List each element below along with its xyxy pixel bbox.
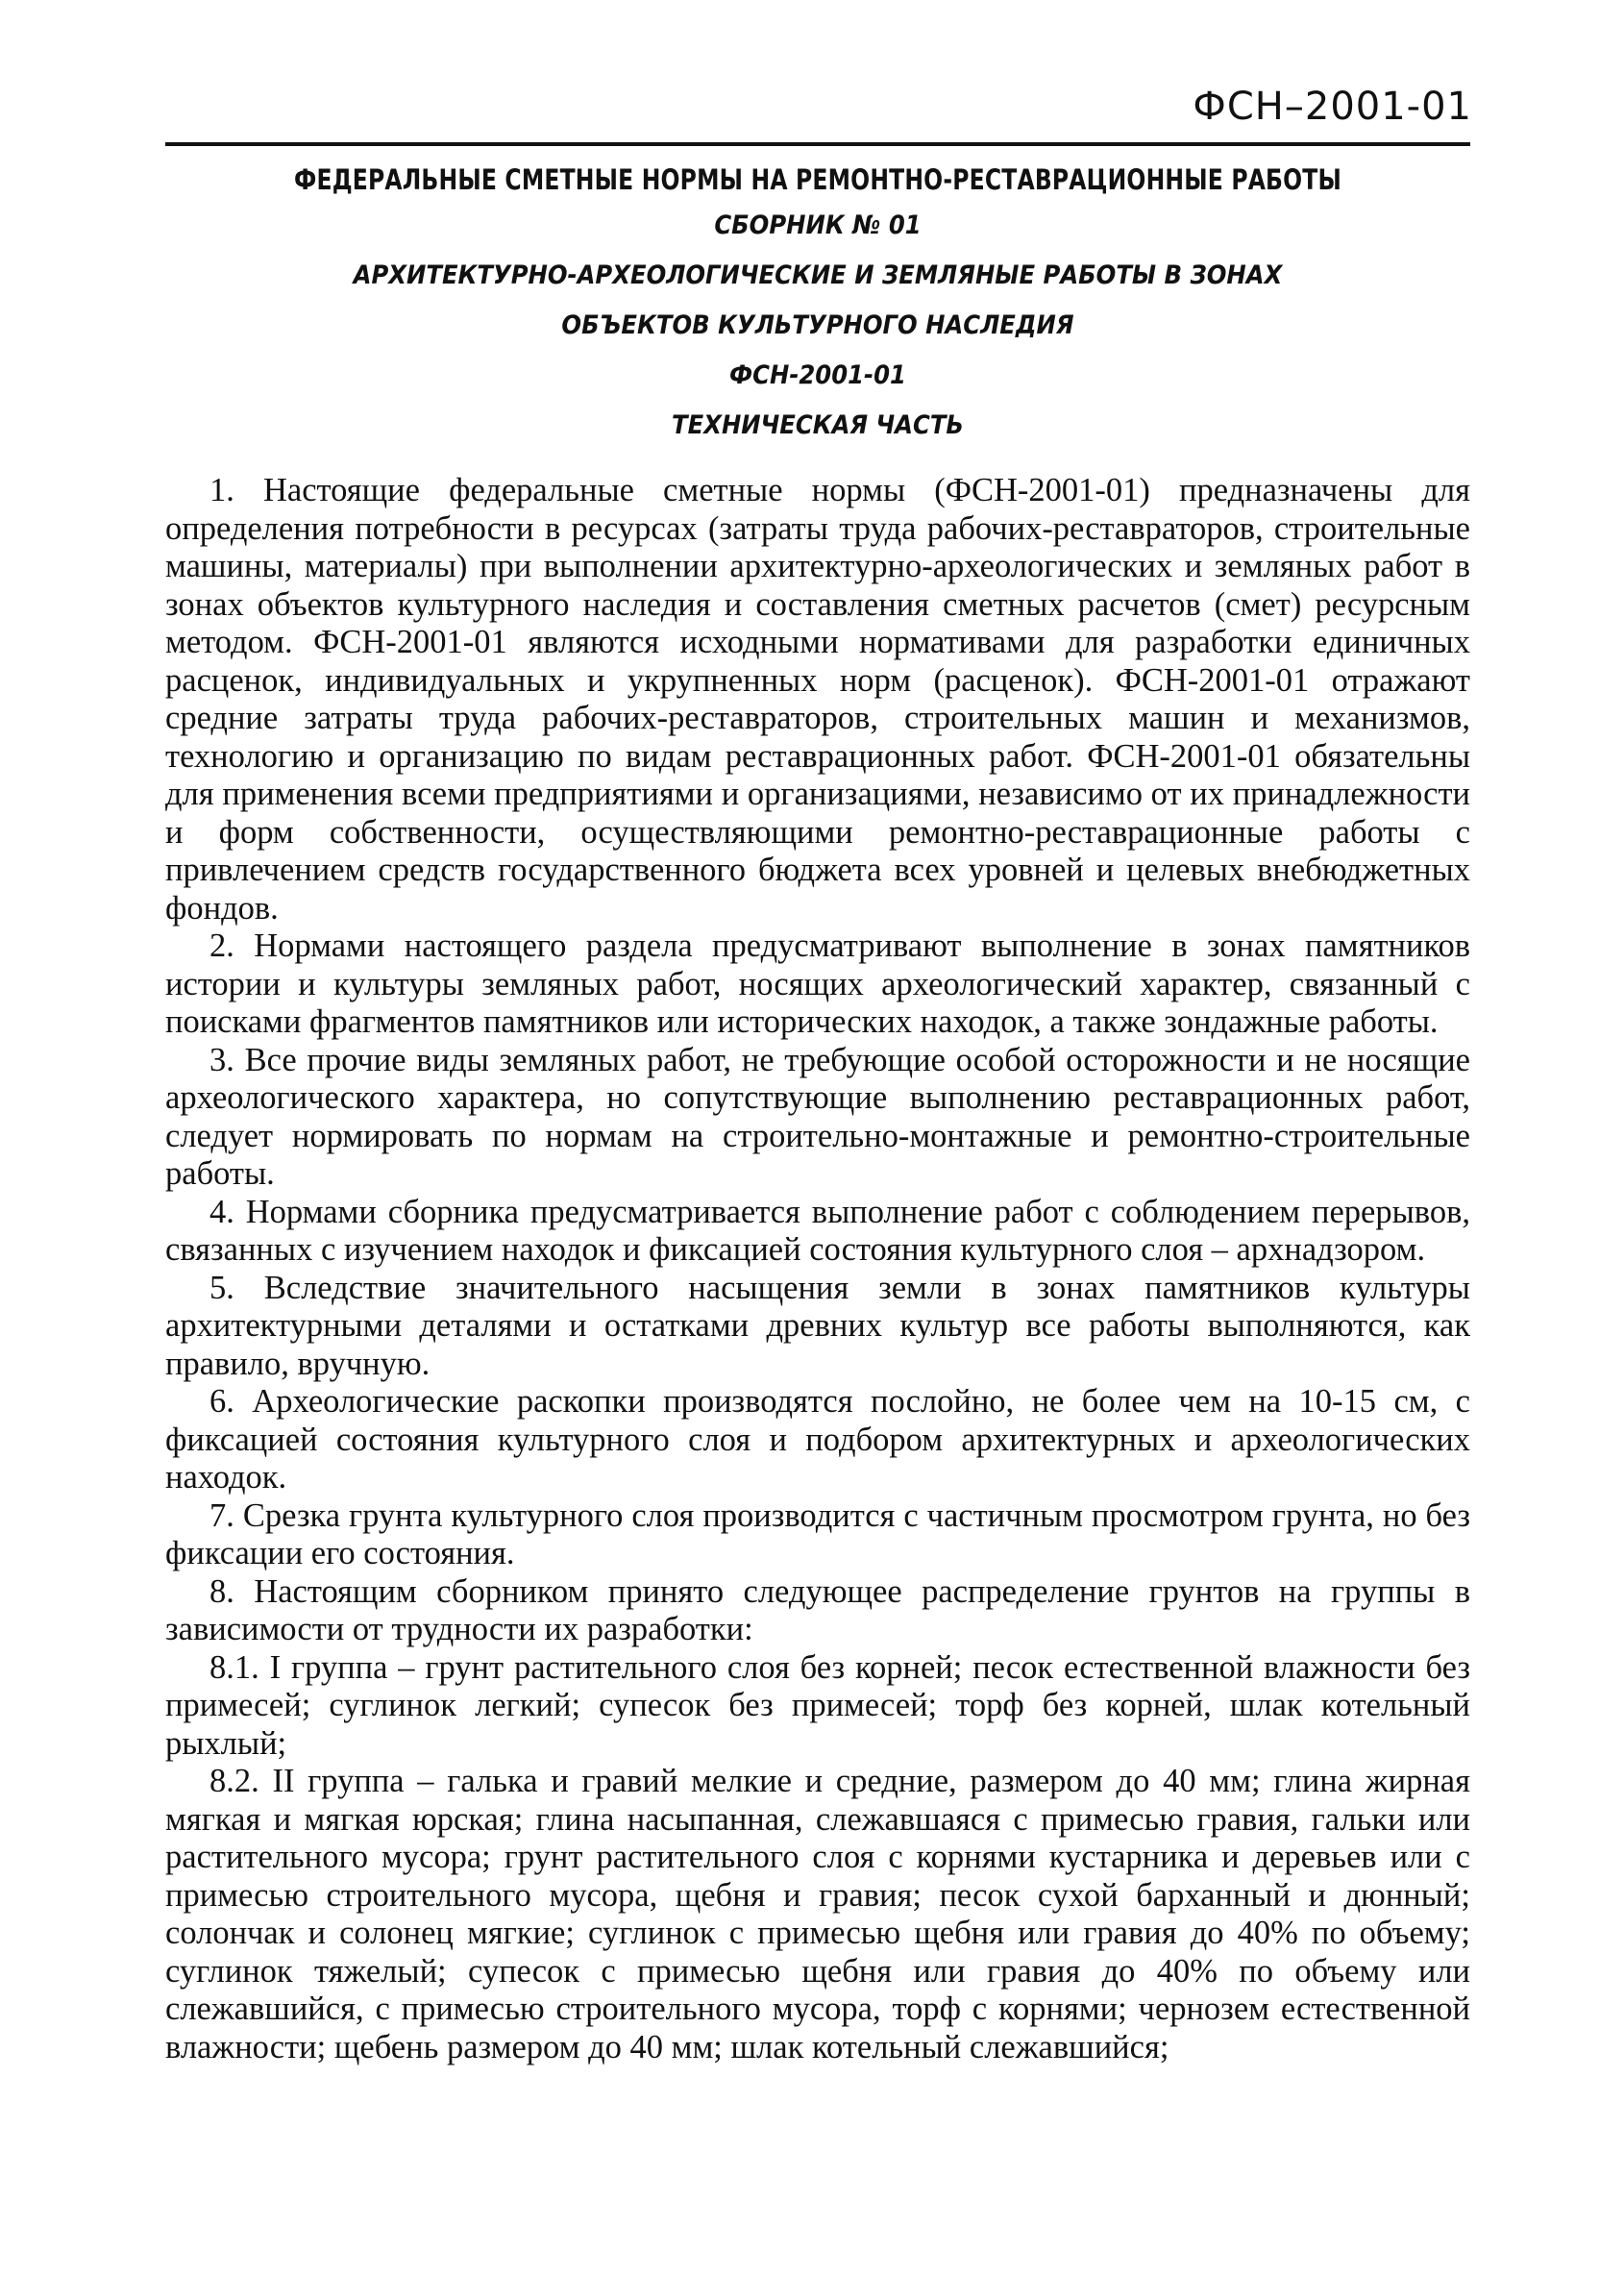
paragraph: 5. Вследствие значительного насыщения земли в зонах памятников культуры архитектурными деталями и остатками древних культур все работы выполняются, как правило, вручную. <box>165 1269 1470 1382</box>
paragraph: 8.1. I группа – грунт растительного слоя без корней; песок естественной влажности без примесей; суглинок легкий; супесок без примесей; торф без корней, шлак котельный рыхлый; <box>165 1648 1470 1762</box>
paragraph: 7. Срезка грунта культурного слоя производится с частичным просмотром грунта, но без фиксации его состояния. <box>165 1496 1470 1571</box>
paragraph: 4. Нормами сборника предусматривается выполнение работ с соблюдением перерывов, связанных с изучением находок и фиксацией состояния культурного слоя – архнадзором. <box>165 1193 1470 1268</box>
section-title: ТЕХНИЧЕСКАЯ ЧАСТЬ <box>672 410 964 440</box>
collection-name-line-2: ОБЪЕКТОВ КУЛЬТУРНОГО НАСЛЕДИЯ <box>561 310 1074 340</box>
paragraph: 2. Нормами настоящего раздела предусматривают выполнение в зонах памятников истории и культуры земляных работ, носящих археологический характер, связанный с поисками фрагментов памятников или исторических находок, а также зондажные работы. <box>165 927 1470 1040</box>
title-block <box>165 159 1470 451</box>
paragraph: 6. Археологические раскопки производятся послойно, не более чем на 10-15 см, с фиксацией состояния культурного слоя и подбором архитектурных и археологических находок. <box>165 1383 1470 1496</box>
body-text <box>165 472 1470 2066</box>
header-rule <box>165 142 1470 146</box>
collection-name-line-1: АРХИТЕКТУРНО-АРХЕОЛОГИЧЕСКИЕ И ЗЕМЛЯНЫЕ РАБОТЫ В ЗОНАХ <box>353 260 1283 290</box>
collection-number: СБОРНИК № 01 <box>714 210 922 240</box>
main-title: ФЕДЕРАЛЬНЫЕ СМЕТНЫЕ НОРМЫ НА РЕМОНТНО-РЕСТАВРАЦИОННЫЕ РАБОТЫ <box>294 163 1341 196</box>
collection-code: ФСН-2001-01 <box>729 360 906 390</box>
paragraph: 8.2. II группа – галька и гравий мелкие и средние, размером до 40 мм; глина жирная мягкая и мягкая юрская; глина насыпанная, слежавшаяся с примесью гравия, гальки или растительного мусора; грунт растительного слоя с корнями кустарника и деревьев или с примесью строительного мусора, щебня и гравия; песок сухой барханный и дюнный; солончак и солонец мягкие; суглинок с примесью щебня или гравия до 40% по объему; суглинок тяжелый; супесок с примесью щебня или гравия до 40% по объему или слежавшийся, с примесью строительного мусора, торф с корнями; чернозем естественной влажности; щебень размером до 40 мм; шлак котельный слежавшийся; <box>165 1763 1470 2065</box>
paragraph: 1. Настоящие федеральные сметные нормы (ФСН-2001-01) предназначены для определения потребности в ресурсах (затраты труда рабочих-реставраторов, строительные машины, материалы) при выполнении архитектурно-археологических и земляных работ в зонах объектов культурного наследия и составления сметных расчетов (смет) ресурсным методом. ФСН-2001-01 являются исходными нормативами для разработки единичных расценок, индивидуальных и укрупненных норм (расценок). ФСН-2001-01 отражают средние затраты труда рабочих-реставраторов, строительных машин и механизмов, технологию и организацию по видам реставрационных работ. ФСН-2001-01 обязательны для применения всеми предприятиями и организациями, независимо от их принадлежности и форм собственности, осуществляющими ремонтно-реставрационные работы с привлечением средств государственного бюджета всех уровней и целевых внебюджетных фондов. <box>165 472 1470 927</box>
document-code-header: ФСН–2001-01 <box>1193 85 1472 129</box>
paragraph: 8. Настоящим сборником принято следующее распределение грунтов на группы в зависимости от трудности их разработки: <box>165 1572 1470 1647</box>
paragraph: 3. Все прочие виды земляных работ, не требующие особой осторожности и не носящие археологического характера, но сопутствующие выполнению реставрационных работ, следует нормировать по нормам на строительно-монтажные и ремонтно-строительные работы. <box>165 1041 1470 1192</box>
